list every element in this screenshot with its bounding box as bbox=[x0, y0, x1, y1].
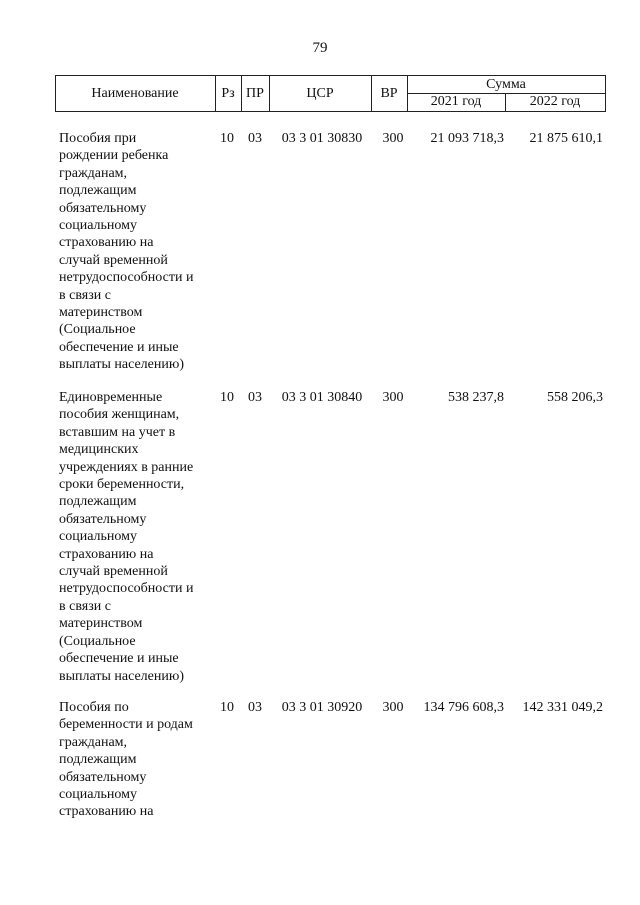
name-line: обязательному bbox=[59, 511, 147, 527]
cell-rz: 10 bbox=[220, 131, 234, 146]
name-line: обеспечение и иные bbox=[59, 651, 179, 667]
name-line: вставшим на учет в bbox=[59, 424, 176, 440]
name-line: страхованию на bbox=[59, 804, 154, 820]
cell-pr: 03 bbox=[248, 700, 262, 715]
name-line: социальному bbox=[59, 787, 137, 803]
name-line: (Социальное bbox=[59, 633, 136, 649]
row-name bbox=[59, 389, 209, 685]
name-line: страхованию на bbox=[59, 235, 154, 251]
name-line: сроки беременности, bbox=[59, 477, 185, 493]
name-line: гражданам, bbox=[59, 734, 128, 750]
name-line: нетрудоспособности и bbox=[59, 581, 194, 597]
name-line: социальному bbox=[59, 529, 137, 545]
name-line: выплаты населению) bbox=[59, 668, 184, 684]
cell-pr: 03 bbox=[248, 390, 262, 405]
row-name bbox=[59, 699, 209, 821]
cell-csr: 03 3 01 30920 bbox=[281, 700, 363, 715]
name-line: выплаты населению) bbox=[59, 357, 184, 373]
header-csr: ЦСР bbox=[306, 86, 334, 101]
name-line: (Социальное bbox=[59, 322, 136, 338]
name-line: социальному bbox=[59, 218, 137, 234]
name-line: материнством bbox=[59, 616, 143, 632]
cell-sum-2022: 558 206,3 bbox=[547, 390, 603, 405]
name-line: в связи с bbox=[59, 287, 111, 303]
name-line: случай временной bbox=[59, 564, 168, 580]
name-line: медицинских bbox=[59, 442, 139, 458]
name-line: Пособия по bbox=[59, 700, 129, 715]
header-pr: ПР bbox=[246, 86, 264, 101]
name-line: гражданам, bbox=[59, 165, 128, 181]
header-year-2022: 2022 год bbox=[529, 94, 581, 109]
name-line: пособия женщинам, bbox=[59, 407, 180, 423]
row-name bbox=[59, 130, 209, 374]
header-year-2021: 2021 год bbox=[430, 94, 482, 109]
name-line: подлежащим bbox=[59, 494, 137, 510]
name-line: Единовременные bbox=[59, 390, 163, 405]
name-line: подлежащим bbox=[59, 183, 137, 199]
cell-sum-2021: 134 796 608,3 bbox=[423, 700, 504, 715]
cell-sum-2022: 142 331 049,2 bbox=[522, 700, 603, 715]
name-line: материнством bbox=[59, 305, 143, 321]
cell-pr: 03 bbox=[248, 131, 262, 146]
cell-rz: 10 bbox=[220, 390, 234, 405]
header-vr: ВР bbox=[380, 86, 398, 101]
name-line: в связи с bbox=[59, 598, 111, 614]
name-line: подлежащим bbox=[59, 752, 137, 768]
cell-vr: 300 bbox=[382, 131, 404, 146]
name-line: страхованию на bbox=[59, 546, 154, 562]
cell-vr: 300 bbox=[382, 700, 404, 715]
page-number: 79 bbox=[312, 40, 328, 56]
cell-vr: 300 bbox=[382, 390, 404, 405]
name-line: случай временной bbox=[59, 252, 168, 268]
name-line: обязательному bbox=[59, 200, 147, 216]
cell-csr: 03 3 01 30840 bbox=[281, 390, 363, 405]
name-line: нетрудоспособности и bbox=[59, 270, 194, 286]
cell-sum-2022: 21 875 610,1 bbox=[529, 131, 603, 146]
name-line: обязательному bbox=[59, 769, 147, 785]
header-rz: Рз bbox=[221, 86, 235, 101]
cell-sum-2021: 538 237,8 bbox=[448, 390, 504, 405]
name-line: учреждениях в ранние bbox=[59, 459, 194, 475]
header-name: Наименование bbox=[91, 86, 179, 101]
name-line: обеспечение и иные bbox=[59, 339, 179, 355]
cell-rz: 10 bbox=[220, 700, 234, 715]
name-line: рождении ребенка bbox=[59, 148, 169, 164]
name-line: беременности и родам bbox=[59, 717, 193, 733]
name-line: Пособия при bbox=[59, 131, 137, 146]
table-header bbox=[55, 75, 606, 112]
header-sum: Сумма bbox=[486, 77, 526, 92]
cell-csr: 03 3 01 30830 bbox=[281, 131, 363, 146]
cell-sum-2021: 21 093 718,3 bbox=[430, 131, 504, 146]
